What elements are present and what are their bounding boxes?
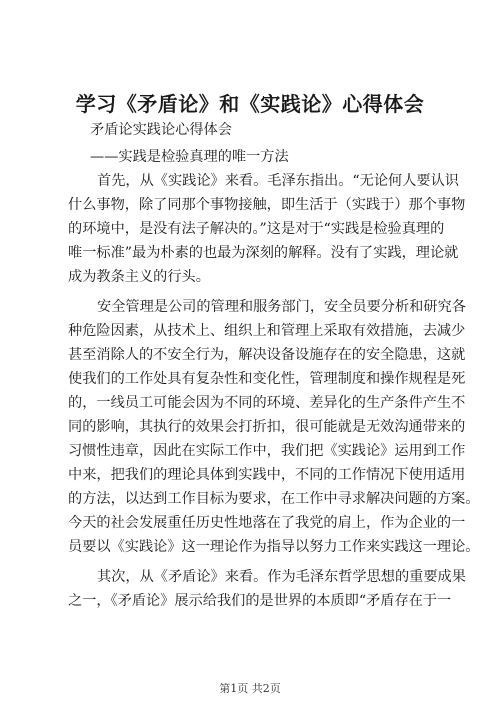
- body-line: 成为教条主义的行头。: [68, 269, 210, 285]
- subtitle-line: 矛盾论实践论心得体会: [90, 122, 232, 138]
- body-line: 安全管理是公司的管理和服务部门，安全员要分析和研究各: [97, 299, 466, 315]
- body-line: 之一，《矛盾论》展示给我们的是世界的本质即“矛盾存在于一: [68, 593, 452, 609]
- body-line: 的方法，以达到工作目标为要求，在工作中寻求解决问题的方案。: [68, 491, 480, 507]
- subtitle-line: ——实践是检验真理的唯一方法: [90, 149, 289, 165]
- body-line: 其次，从《矛盾论》来看。作为毛泽东哲学思想的重要成果: [97, 569, 466, 585]
- body-line: 同的影响，其执行的效果会打折扣，很可能就是无效沟通带来的: [68, 419, 466, 435]
- body-line: 种危险因素，从技术上、组织上和管理上采取有效措施，去减少: [68, 323, 466, 339]
- body-line: 习惯性违章，因此在实际工作中，我们把《实践论》运用到工作: [68, 443, 466, 459]
- document-title: 学习《矛盾论》和《实践论》心得体会: [75, 92, 425, 116]
- body-line: 首先，从《实践论》来看。毛泽东指出。“无论何人要认识: [97, 173, 459, 189]
- body-line: 的，一线员工可能会因为不同的环境、差异化的生产条件产生不: [68, 395, 466, 411]
- body-line: 今天的社会发展重任历史性地落在了我党的肩上，作为企业的一: [68, 515, 466, 531]
- body-line: 的环境中，是没有法子解决的。”这是对于“实践是检验真理的: [68, 221, 445, 237]
- body-line: 员要以《实践论》这一理论作为指导以努力工作来实践这一理论。: [68, 539, 480, 555]
- body-line: 使我们的工作处具有复杂性和变化性，管理制度和操作规程是死: [68, 371, 466, 387]
- body-line: 甚至消除人的不安全行为，解决设备设施存在的安全隐患，这就: [68, 347, 466, 363]
- body-line: 什么事物，除了同那个事物接触，即生活于（实践于）那个事物: [68, 197, 466, 213]
- body-line: 唯一标准”最为朴素的也最为深刻的解释。没有了实践，理论就: [68, 245, 459, 261]
- page-footer: 第1页 共2页: [219, 682, 281, 695]
- body-line: 中来，把我们的理论具体到实践中，不同的工作情况下使用适用: [68, 467, 466, 483]
